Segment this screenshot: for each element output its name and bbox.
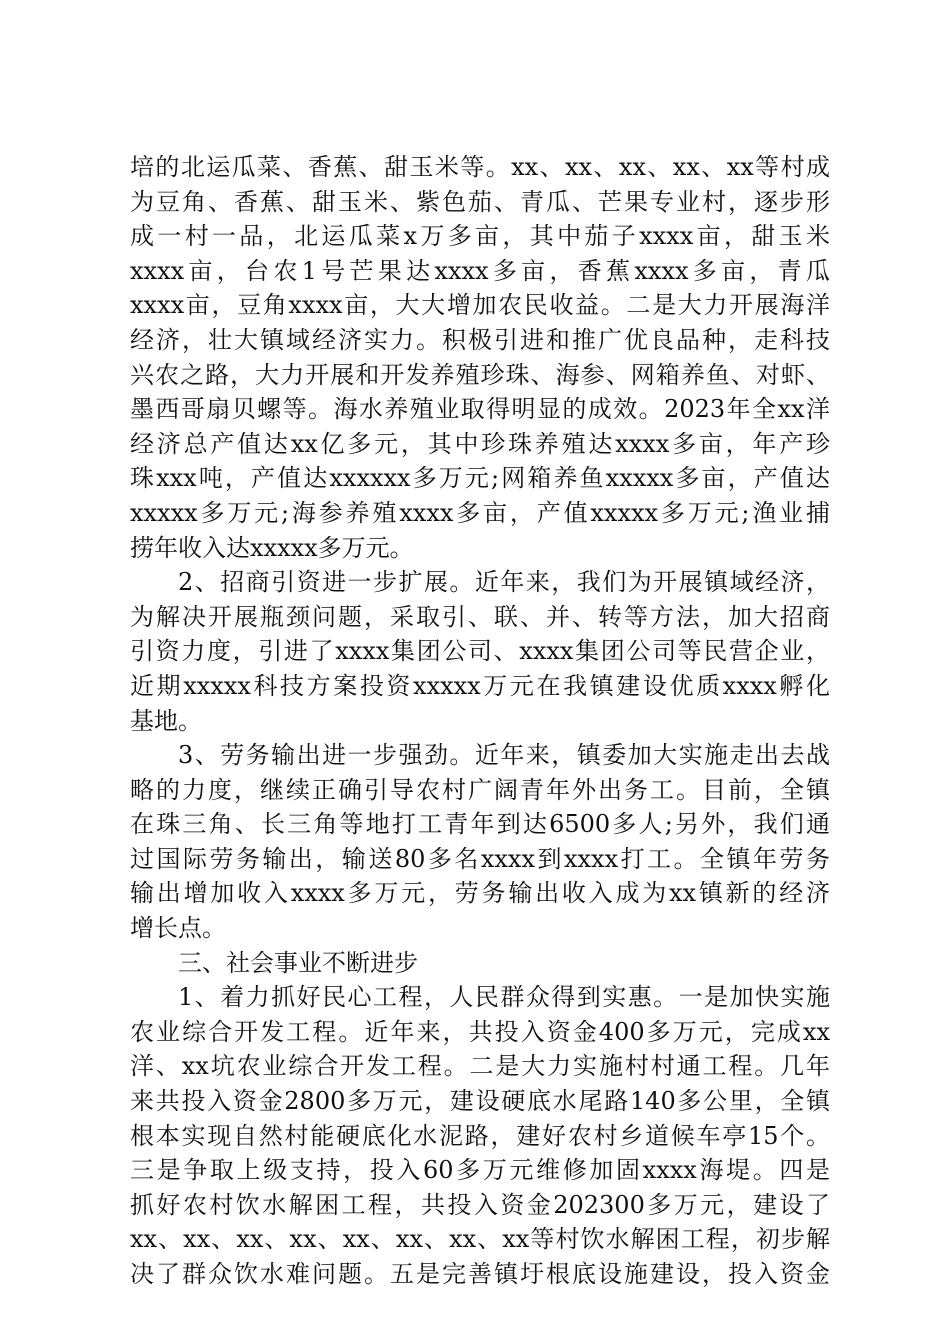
text-line: xxxxx多万元;海参养殖xxxx多亩，产值xxxxx多万元;渔业捕 (130, 498, 830, 527)
text-line: 近期xxxxx科技方案投资xxxxx万元在我镇建设优质xxxx孵化 (130, 671, 830, 700)
text-line: 引资力度，引进了xxxx集团公司、xxxx集团公司等民营企业， (130, 637, 830, 666)
text-line: 成一村一品，北运瓜菜x万多亩，其中茄子xxxx亩，甜玉米 (130, 222, 830, 251)
text-line: 农业综合开发工程。近年来，共投入资金400多万元，完成xx (130, 1017, 830, 1046)
paragraph-heading-line: 3、劳务输出进一步强劲。近年来，镇委加大实施走出去战 (178, 741, 830, 770)
text-line: 兴农之路，大力开展和开发养殖珍珠、海参、网箱养鱼、对虾、 (130, 360, 830, 389)
text-line: 略的力度，继续正确引导农村广阔青年外出务工。目前，全镇 (130, 775, 830, 804)
text-line: 培的北运瓜菜、香蕉、甜玉米等。xx、xx、xx、xx、xx等村成 (130, 153, 830, 181)
text-line: 过国际劳务输出，输送80多名xxxx到xxxx打工。全镇年劳务 (130, 844, 830, 873)
text-line: 三是争取上级支持，投入60多万元维修加固xxxx海堤。四是 (130, 1156, 830, 1185)
text-line: 根本实现自然村能硬底化水泥路，建好农村乡道候车亭15个。 (130, 1121, 830, 1150)
text-line: 为豆角、香蕉、甜玉米、紫色茄、青瓜、芒果专业村，逐步形 (130, 187, 830, 216)
section-heading: 三、社会事业不断进步 (178, 948, 418, 977)
text-line: xx、xx、xx、xx、xx、xx、xx、xx等村饮水解困工程，初步解 (130, 1225, 830, 1254)
text-line: 抓好农村饮水解困工程，共投入资金202300多万元，建设了 (130, 1190, 830, 1219)
text-line: xxxx亩，豆角xxxx亩，大大增加农民收益。二是大力开展海洋 (130, 291, 830, 320)
text-line: xxxx亩，台农1号芒果达xxxx多亩，香蕉xxxx多亩，青瓜 (130, 256, 830, 285)
paragraph-heading-line: 2、招商引资进一步扩展。近年来，我们为开展镇域经济， (178, 568, 830, 597)
text-line: 洋、xx坑农业综合开发工程。二是大力实施村村通工程。几年 (130, 1052, 830, 1081)
text-line: 珠xxx吨，产值达xxxxxx多万元;网箱养鱼xxxxx多亩，产值达 (130, 464, 830, 493)
body-text (130, 150, 830, 1292)
text-line: 墨西哥扇贝螺等。海水养殖业取得明显的成效。2023年全xx洋 (130, 395, 830, 424)
text-line: 经济，壮大镇域经济实力。积极引进和推广优良品种，走科技 (130, 325, 830, 354)
text-line: 在珠三角、长三角等地打工青年到达6500多人;另外，我们通 (130, 810, 830, 839)
paragraph-heading-line: 1、着力抓好民心工程，人民群众得到实惠。一是加快实施 (178, 983, 830, 1012)
text-line: 增长点。 (130, 914, 226, 943)
text-line: 基地。 (130, 706, 202, 735)
text-line: 经济总产值达xx亿多元，其中珍珠养殖达xxxx多亩，年产珍 (130, 429, 830, 458)
text-line: 输出增加收入xxxx多万元，劳务输出收入成为xx镇新的经济 (130, 879, 830, 908)
text-line: 为解决开展瓶颈问题，采取引、联、并、转等方法，加大招商 (130, 602, 830, 631)
text-line: 来共投入资金2800多万元，建设硬底水尾路140多公里，全镇 (130, 1087, 830, 1116)
text-line: 决了群众饮水难问题。五是完善镇圩根底设施建设，投入资金 (130, 1260, 830, 1288)
text-line: 捞年收入达xxxxx多万元。 (130, 533, 414, 562)
